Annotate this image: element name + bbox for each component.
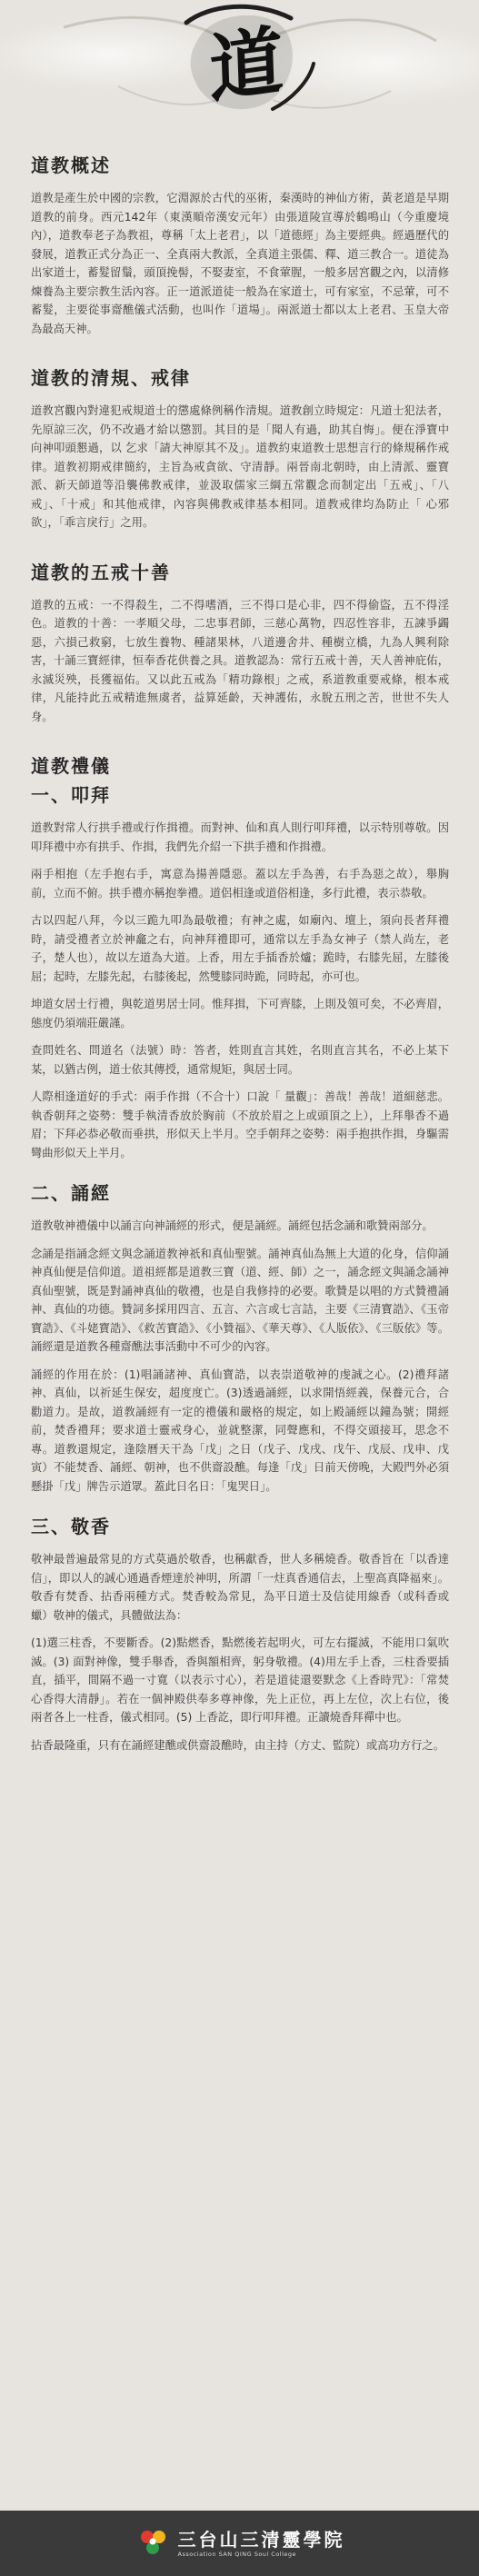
section-title-incense: 三、敬香 — [31, 1516, 111, 1537]
org-logo — [135, 2525, 345, 2561]
paragraph: 念誦是指誦念經文與念誦道教神祇和真仙聖號。誦神真仙為無上大道的化身，信仰誦神真仙便是信仰道。道祖經都是道教三寶（道、經、師）之一，誦念經文與誦念誦神真仙聖號，既是對誦神真仙的敬禮，也是自我修持的必要。歌贊是以唱的方式贊禮誦神、真仙的功德。贊詞多採用四言、五言、六言或七言詰，主要《三清寶誥》、《玉帝寶誥》、《斗姥寶誥》、《救苦寶誥》、《小贊福》、《華天尊》、《人版依》、《三版依》等。誦經還是道教各種齋醮法事活動中不可少的內容。 — [31, 1247, 449, 1353]
section-title-overview: 道教概述 — [31, 154, 111, 176]
logo-emblem-icon — [135, 2525, 171, 2561]
paragraph: 道教的五戒：一不得殺生，二不得嗜酒，三不得口是心非，四不得偷盜，五不得淫色。道教的十善：一孝順父母，二忠事君師，三慈心萬物，四忍性容非，五諫爭蠲惡，六損己救窮，七放生養物、種諸果林，八道邊舍井、種樹立橋，九為人興利除害，十誦三寶經律，恒奉香花供養之具。道教認為：常行五戒十善，天人善神庇佑，永滅災殃，長獲福佑。又以此五戒為「精功錄根」之戒，系道教重要戒條，根本戒律，凡能持此五戒精進無虞者，益算延齡，天神護佑，永脫五刑之苦，世世不失人身。 — [31, 598, 449, 723]
footer — [0, 2511, 479, 2576]
header-calligraphy: 道 — [207, 16, 285, 114]
section-five-precepts — [31, 562, 449, 727]
paragraph: 誦經的作用在於：(1)唱誦諸神、真仙寶誥，以表崇道敬神的虔誠之心。(2)禮拜諸神、真仙，以祈延生保安，超度度亡。(3)透過誦經，以求開悟經義，保養元合，合勸道力。是故，道教誦經有一定的禮儀和嚴格的規定，如上殿誦經以鐘為號；開經前，焚香禮拜；要求道士靈戒身心，並就整潔，同聲應和，不得交頭接耳，思念不專。道教還規定，逢陰曆天干為「戊」之日（戊子、戊戌、戊午、戊辰、戊申、戊寅）不能焚香、誦經、朝神，也不供齋設醮。每逢「戊」日前天傍晚，大殿門外必須懸掛「戊」牌告示道眾。蓋此日名日：「鬼哭日」。 — [31, 1368, 449, 1493]
paragraph: 敬神最普遍最常見的方式莫過於敬香，也稱獻香，世人多稱燒香。敬香旨在「以香達信」，即以人的誠心通過香煙達於神明，所謂「一炷真香通信去，上聖高真降福來」。敬香有焚香、拈香兩種方式。焚香較為常見，為平日道士及信徒用線香（或科香或蠟）敬神的儀式，具體做法為： — [31, 1553, 449, 1622]
org-name-en: Association SAN QING Soul College — [177, 2550, 297, 2558]
paragraph: 道教宮觀內對違犯戒規道士的懲處條例稱作清規。道教創立時規定：凡道士犯法者，先原諒三次，仍不改過才給以懲罰。其目的是「聞人有過，助其自悔」。便在淨寶中向神叩頭懇過，以 乞求「請大神原其不及」。道教約束道教士思想言行的條規稱作戒律。道教初期戒律簡約，主旨為戒貪欲、守清靜。兩晉南北朝時，由上清派、靈寶派、新天師道等沿襲佛教戒律，並汲取儒家三綱五常觀念而制定出「五戒」、「八戒」、「十戒」和其他戒律，內容與佛教戒律基本相同。道教戒律均為防止「 心邪欲」，「乖言戾行」之用。 — [31, 404, 449, 529]
paragraph: 拈香最隆重，只有在誦經建醮或供齋設醮時，由主持（方丈、監院）或高功方行之。 — [31, 1738, 444, 1752]
paragraph: 兩手相抱（左手抱右手，寓意為揚善隱惡。蓋以左手為善，右手為惡之故），舉胸前，立而不俯。拱手禮亦稱抱拳禮。道侶相逢或道俗相逢，多行此禮，表示恭敬。 — [31, 868, 449, 900]
section-precepts — [31, 367, 449, 532]
header-banner — [0, 0, 479, 136]
paragraph: 古以四起八拜，今以三跪九叩為最敬禮；有神之處，如廟內、壇上，須向長者拜禮時，請受禮者立於神龕之右，向神拜禮即可，通常以左手為女神子（禁人尚左，老子，楚人也），故以左道為大道。上香，用左手插香於爐；跪時，右膝先屈，左膝後屈；起時，左膝先起，右膝後起，然雙膝同時跪，同時起，亦可也。 — [31, 914, 449, 983]
paragraph: 查問姓名、問道名（法號）時：答者，姓則直言其姓，名則直言其名，不必上某下某，以猶古例，道士依其傳授，通常規矩，與居士同。 — [31, 1044, 449, 1076]
section-chanting — [31, 1182, 449, 1496]
section-title-five-precepts: 道教的五戒十善 — [31, 561, 171, 583]
paragraph: 人際相逢道好的手式：兩手作揖（不合十）口說「 量觀」：善哉！善哉！道細慈悲。執香朝拜之姿勢：雙手執清香放於胸前（不放於眉之上或頭頂之上），上拜舉香不過眉；下拜必恭必敬而垂拱，形似天上半月。空手朝拜之姿勢：兩手抱拱作揖，身驅需彎曲形似天上半月。 — [31, 1090, 449, 1159]
paragraph: 道教是產生於中國的宗教，它淵源於古代的巫術，秦漢時的神仙方術，黃老道是早期道教的前身。西元142年（東漢順帝漢安元年）由張道陵宣導於鶴鳴山（今重慶境內），道教奉老子為教祖，尊稱「太上老君」，以「道德經」為主要經典。經過歷代的發展，道教正式分為正一、全真兩大教派，全真道主張儒、釋、道三教合一。道徒為出家道士，蓄髮留鬚，頭頂挽髻，不娶妻室，不食葷腥，一般多居宮觀之內，以清修煉養為主要宗教生活內容。正一道派道徒一般為在家道士，可有家室，不忌葷，可不蓄髮，主要從事齋醮儀式活動，也叫作「道場」。兩派道士都以太上老君、玉皇大帝為最高天神。 — [31, 192, 449, 335]
section-subtitle-kowtow: 一、叩拜 — [31, 784, 111, 806]
paragraph: 坤道女居士行禮，與乾道男居士同。惟拜揖，下可齊膝，上則及領可矣，不必齊眉，態度仍須端莊嚴謹。 — [31, 998, 449, 1029]
section-overview — [31, 154, 449, 338]
section-title-chanting: 二、誦經 — [31, 1182, 111, 1204]
section-title-precepts: 道教的清規、戒律 — [31, 367, 191, 389]
paragraph: 道教敬神禮儀中以誦言向神誦經的形式，便是誦經。誦經包括念誦和歌贊兩部分。 — [31, 1219, 434, 1232]
section-title-etiquette: 道教禮儀 — [31, 755, 111, 777]
section-incense — [31, 1516, 449, 1755]
org-name: 三台山三清靈學院 — [177, 2528, 345, 2551]
section-etiquette — [31, 755, 449, 1162]
paragraph: (1)選三柱香，不要斷香。(2)點燃香，點燃後若起明火，可左右擺滅，不能用口氣吹滅。(3) 面對神像，雙手舉香，香與額相齊，躬身敬禮。(4)用左手上香，三柱香要插直，插平，間隔不過一寸寬（以表示寸心），若是道徒還要默念《上香時咒》：「常焚心香得大清靜」。若在一個神殿供奉多尊神像，先上正位，再上左位，次上右位，後兩者各上一柱香，儀式相同。(5) 上香訖，即行叩拜禮。正讀燒香拜禪中也。 — [31, 1636, 449, 1724]
main-content — [31, 154, 449, 1764]
paragraph: 道教對常人行拱手禮或行作揖禮。而對神、仙和真人則行叩拜禮，以示特別尊敬。因叩拜禮中亦有拱手、作揖，我們先介紹一下拱手禮和作揖禮。 — [31, 821, 449, 853]
